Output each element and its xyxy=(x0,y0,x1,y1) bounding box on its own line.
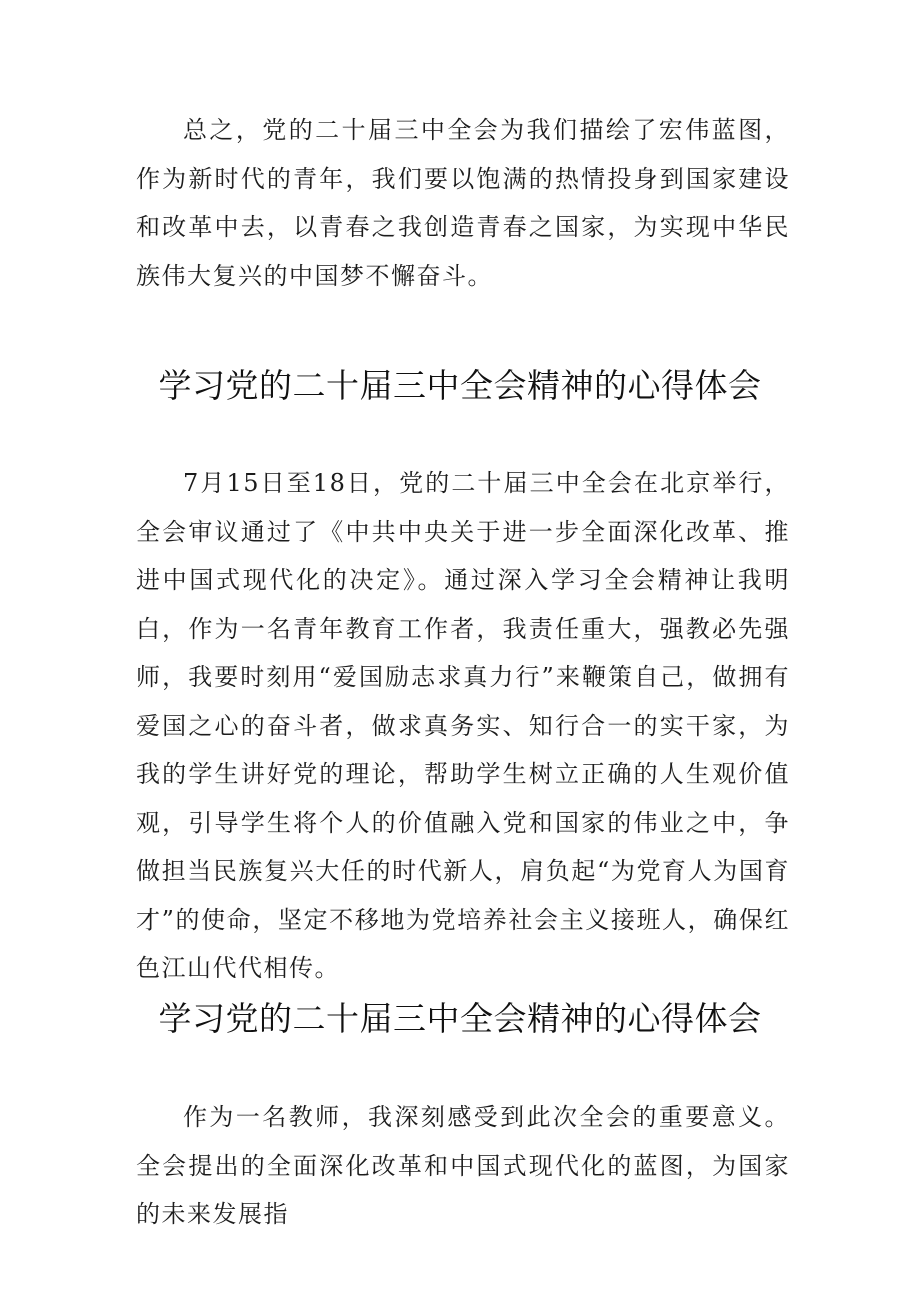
section-heading-2: 学习党的二十届三中全会精神的心得体会 xyxy=(158,999,762,1038)
section-heading-1: 学习党的二十届三中全会精神的心得体会 xyxy=(158,366,762,405)
paragraph-plenum-summary: 7月15日至18日，党的二十届三中全会在北京举行，全会审议通过了《中共中央关于进一步全面深化改革、推进中国式现代化的决定》。通过深入学习全会精神让我明白，作为一名青年教育工作者，我责任重大，强教必先强师，我要时刻用“爱国励志求真力行”来鞭策自己，做拥有爱国之心的奋斗者，做求真务实、知行合一的实干家，为我的学生讲好党的理论，帮助学生树立正确的人生观价值观，引导学生将个人的价值融入党和国家的伟业之中，争做担当民族复兴大任的时代新人，肩负起“为党育人为国育才”的使命，坚定不移地为党培养社会主义接班人，确保红色江山代代相传。 xyxy=(136,469,790,982)
paragraph-conclusion: 总之，党的二十届三中全会为我们描绘了宏伟蓝图，作为新时代的青年，我们要以饱满的热情投身到国家建设和改革中去，以青春之我创造青春之国家，为实现中华民族伟大复兴的中国梦不懈奋斗。 xyxy=(136,116,790,290)
paragraph-teacher-reflection: 作为一名教师，我深刻感受到此次全会的重要意义。全会提出的全面深化改革和中国式现代化的蓝图，为国家的未来发展指 xyxy=(136,1103,790,1228)
